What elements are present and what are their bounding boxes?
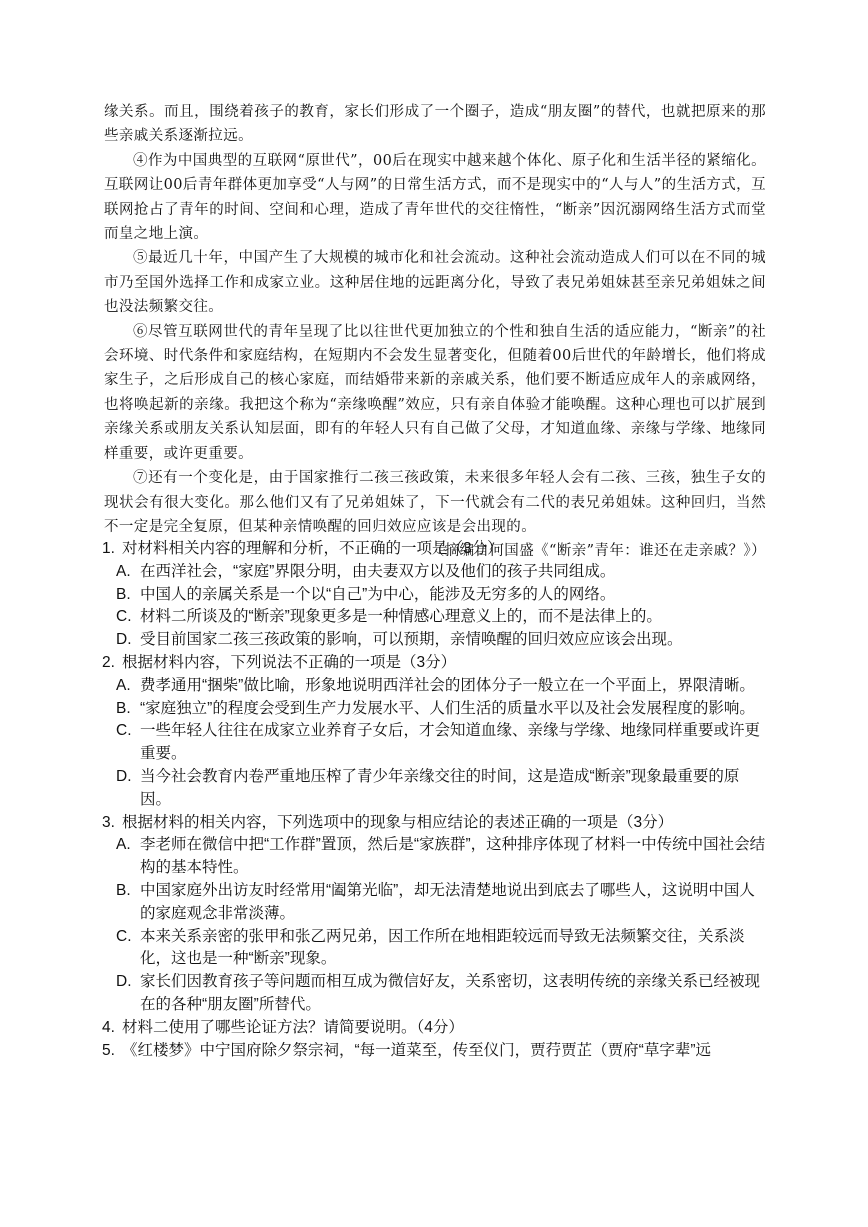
answer-option[interactable] [116, 720, 770, 766]
question-text: 《红楼梦》中宁国府除夕祭宗祠，“每一道菜至，传至仪门，贾荇贾芷（贾府“草字辈”远 [122, 1041, 711, 1059]
answer-option[interactable] [116, 606, 770, 629]
option-text: 中国人的亲属关系是一个以“自己”为中心，能涉及无穷多的人的网络。 [140, 585, 616, 603]
option-text: 费孝通用“捆柴”做比喻，形象地说明西洋社会的团体分子一般立在一个平面上，界限清晰。 [140, 676, 755, 694]
answer-option[interactable] [116, 561, 770, 584]
option-text: “家庭独立”的程度会受到生产力发展水平、人们生活的质量水平以及社会发展程度的影响。 [140, 699, 755, 717]
option-letter: C. [116, 608, 132, 626]
question-list [102, 538, 770, 1062]
question-text: 根据材料的相关内容，下列选项中的现象与相应结论的表述正确的一项是（3分） [122, 813, 674, 831]
option-letter: D. [116, 973, 132, 991]
question-3 [102, 812, 770, 1017]
answer-option[interactable] [116, 698, 770, 721]
passage-source: （摘编自何国盛《“断亲”青年：谁还在走亲戚？》） [429, 543, 766, 560]
question-number: 1. [102, 540, 115, 557]
option-text: 材料二所谈及的“断亲”现象更多是一种情感心理意义上的，而不是法律上的。 [140, 608, 662, 626]
question-text: 根据材料内容，下列说法不正确的一项是（3分） [122, 653, 457, 671]
question-number: 4. [102, 1018, 115, 1036]
question-text: 对材料相关内容的理解和分析，不正确的一项是（3分） [122, 540, 503, 557]
answer-option[interactable] [116, 675, 770, 698]
passage-paragraph-continued: 缘关系。而且，围绕着孩子的教育，家长们形成了一个圈子，造成“朋友圈”的替代，也就把原来的那些亲戚关系逐渐拉远。 [104, 104, 766, 145]
answer-option[interactable] [116, 629, 770, 652]
option-letter: A. [116, 836, 131, 854]
option-text: 受目前国家二孩三孩政策的影响，可以预期，亲情唤醒的回归效应应该会出现。 [140, 631, 683, 649]
option-letter: D. [116, 631, 132, 649]
option-text: 本来关系亲密的张甲和张乙两兄弟，因工作所在地相距较远而导致无法频繁交往，关系淡化，这也是一种“断亲”现象。 [140, 927, 745, 968]
reading-passage [104, 100, 766, 564]
question-number: 2. [102, 653, 115, 671]
passage-paragraph-7: ⑦还有一个变化是，由于国家推行二孩三孩政策，未来很多年轻人会有二孩、三孩，独生子女的现状会有很大变化。那么他们又有了兄弟姐妹了，下一代就会有二代的表兄弟姐妹。这种回归，当然不一定是完全复原，但某种亲情唤醒的回归效应应该是会出现的。 [104, 470, 766, 535]
question-stem [102, 1040, 770, 1063]
question-number: 3. [102, 813, 115, 831]
question-number: 5. [102, 1041, 115, 1059]
passage-paragraph-5: ⑤最近几十年，中国产生了大规模的城市化和社会流动。这种社会流动造成人们可以在不同的城市乃至国外选择工作和成家立业。这种居住地的远距离分化，导致了表兄弟姐妹甚至亲兄弟姐妹之间也没法频繁交往。 [104, 250, 766, 316]
option-letter: A. [116, 562, 131, 580]
option-text: 一些年轻人往往在成家立业养育子女后，才会知道血缘、亲缘与学缘、地缘同样重要或许更重要。 [140, 722, 761, 763]
option-text: 中国家庭外出访友时经常用“阖第光临”，却无法清楚地说出到底去了哪些人，这说明中国人的家庭观念非常淡薄。 [140, 881, 755, 922]
option-text: 在西洋社会，“家庭”界限分明，由夫妻双方以及他们的孩子共同组成。 [140, 562, 616, 580]
question-2 [102, 652, 770, 812]
option-letter: A. [116, 676, 131, 694]
question-stem [102, 538, 770, 561]
answer-option[interactable] [116, 766, 770, 812]
option-text: 家长们因教育孩子等问题而相互成为微信好友，关系密切，这表明传统的亲缘关系已经被现在的各种“朋友圈”所替代。 [140, 973, 761, 1013]
answer-option[interactable] [116, 971, 770, 1017]
question-4 [102, 1017, 770, 1040]
question-stem [102, 1017, 770, 1040]
option-letter: C. [116, 927, 132, 945]
option-letter: B. [116, 699, 131, 717]
passage-paragraph-6: ⑥尽管互联网世代的青年呈现了比以往世代更加独立的个性和独自生活的适应能力，“断亲”的社会环境、时代条件和家庭结构，在短期内不会发生显著变化，但随着00后世代的年龄增长，他们将成家生子，之后形成自己的核心家庭，而结婚带来新的亲戚关系，他们要不断适应成年人的亲戚网络，也将唤起新的亲缘。我把这个称为“亲缘唤醒”效应，只有亲自体验才能唤醒。这种心理也可以扩展到亲缘关系或朋友关系认知层面，即有的年轻人只有自己做了父母，才知道血缘、亲缘与学缘、地缘同样重要，或许更重要。 [104, 323, 766, 462]
option-letter: B. [116, 585, 131, 603]
option-letter: D. [116, 767, 132, 785]
option-letter: B. [116, 881, 131, 899]
answer-option[interactable] [116, 926, 770, 972]
answer-option[interactable] [116, 880, 770, 926]
option-text: 李老师在微信中把“工作群”置顶，然后是“家族群”，这种排序体现了材料一中传统中国社会结构的基本特性。 [140, 836, 766, 877]
question-1 [102, 538, 770, 652]
passage-paragraph-4: ④作为中国典型的互联网“原世代”，00后在现实中越来越个体化、原子化和生活半径的紧缩化。互联网让00后青年群体更加享受“人与网”的日常生活方式，而不是现实中的“人与人”的生活方式，互联网抢占了青年的时间、空间和心理，造成了青年世代的交往惰性，“断亲”因沉溺网络生活方式而堂而皇之地上演。 [104, 152, 766, 243]
answer-option[interactable] [116, 584, 770, 607]
question-5 [102, 1040, 770, 1063]
option-text: 当今社会教育内卷严重地压榨了青少年亲缘交往的时间，这是造成“断亲”现象最重要的原因。 [140, 767, 740, 808]
option-letter: C. [116, 722, 132, 740]
answer-option[interactable] [116, 834, 770, 880]
question-stem [102, 812, 770, 835]
question-text: 材料二使用了哪些论证方法？请简要说明。（4分） [122, 1018, 464, 1036]
question-stem [102, 652, 770, 675]
